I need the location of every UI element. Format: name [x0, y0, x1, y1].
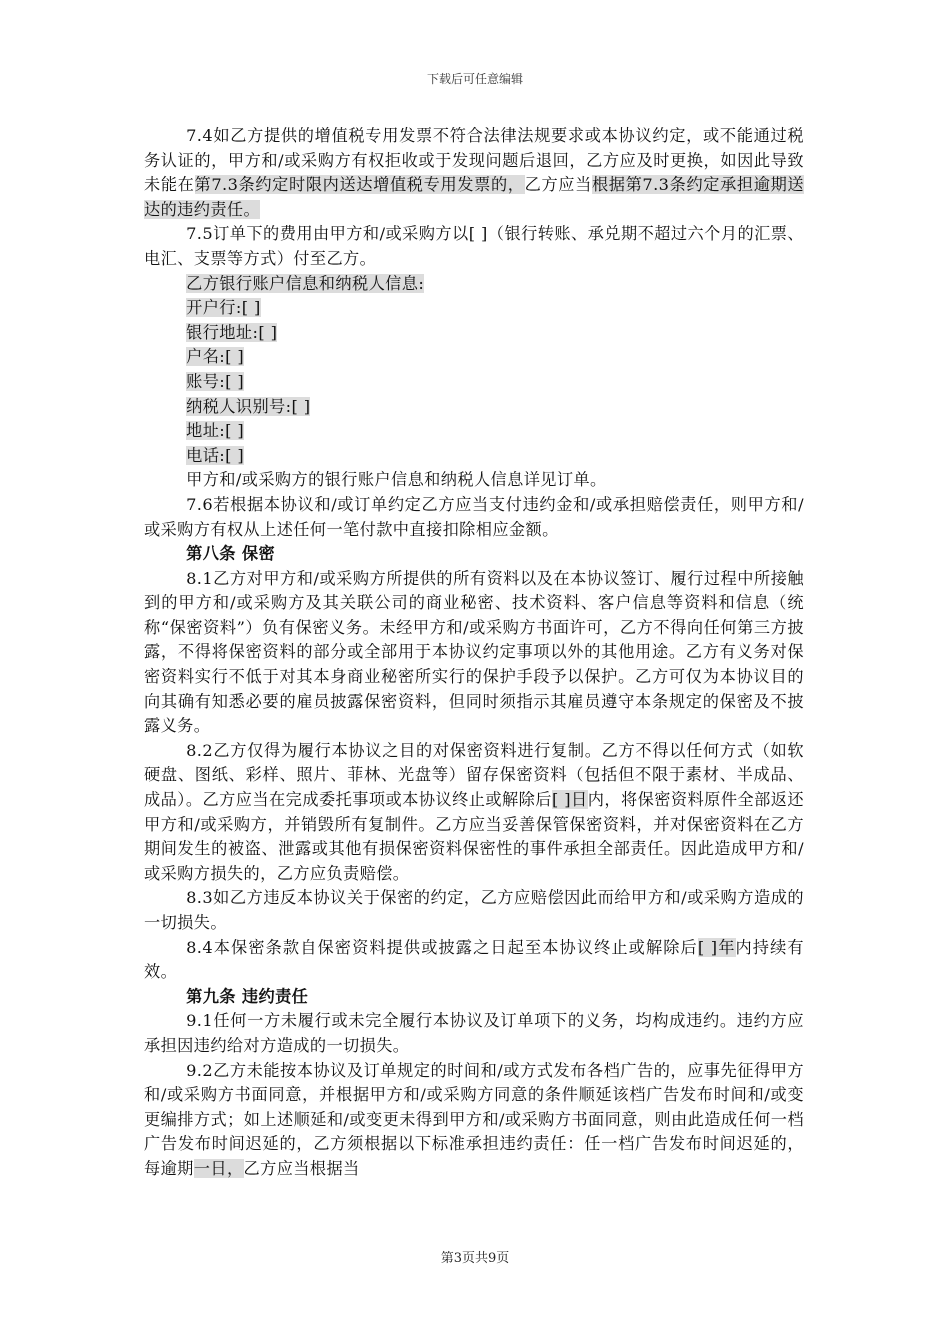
- clause-7-4-highlight-2: 根据第7.3条约定承担逾期送达的违约责任。: [144, 175, 804, 219]
- clause-7-4-highlight-1: 第7.3条约定时限内送达增值税专用发票的，: [194, 175, 525, 195]
- bank-field-phone: 电话:[ ]: [186, 445, 245, 465]
- clause-9-2: [144, 1059, 804, 1182]
- clause-8-2: [144, 739, 804, 887]
- clause-9-1: 9.1任何一方未履行或未完全履行本协议及订单项下的义务，均构成违约。违约方应承担因违约给对方造成的一切损失。: [144, 1011, 804, 1055]
- clause-8-4-highlight: [ ]年: [697, 937, 736, 957]
- bank-field-account-name: 户名:[ ]: [186, 347, 245, 367]
- clause-8-2-highlight: [ ]日: [551, 790, 588, 810]
- bank-field-open-bank: 开户行:[ ]: [186, 298, 261, 318]
- page-number-footer: 第3页共9页: [440, 1251, 510, 1266]
- section-9-heading: 第九条 违约责任: [186, 986, 309, 1006]
- clause-8-4-text-b: 内持续有效。: [144, 937, 804, 982]
- clause-8-4-text-a: 8.4本保密条款自保密资料提供或披露之日起至本协议终止或解除后: [186, 937, 698, 957]
- clause-7-4-text-a: 7.4如乙方提供的增值税专用发票不符合法律法规要求或本协议约定，或不能通过税务认证的，甲方和/或采购方有权拒收或于发现问题后退回，乙方应及时更换，如因此导致未能在: [144, 126, 804, 195]
- clause-9-2-text-b: 乙方应当根据当: [243, 1158, 360, 1178]
- bank-field-account-no: 账号:[ ]: [186, 371, 245, 391]
- clause-8-4: [144, 936, 804, 985]
- clause-7-4-text-b: 乙方应当: [524, 175, 592, 195]
- clause-8-2-text-a: 8.2乙方仅得为履行本协议之目的对保密资料进行复制。乙方不得以任何方式（如软硬盘、图纸、彩样、照片、菲林、光盘等）留存保密资料（包括但不限于素材、半成品、成品）。乙方应当在完成委托事项或本协议终止或解除后: [144, 740, 804, 810]
- section-8-heading: 第八条 保密: [186, 544, 276, 564]
- document-body: [144, 124, 804, 1182]
- clause-7-5: 7.5订单下的费用由甲方和/或采购方以[ ]（银行转账、承兑期不超过六个月的汇票、电汇、支票等方式）付至乙方。: [144, 224, 804, 268]
- clause-8-3: 8.3如乙方违反本协议关于保密的约定，乙方应赔偿因此而给甲方和/或采购方造成的一切损失。: [144, 888, 804, 932]
- header-note: 下载后可任意编辑: [426, 72, 523, 86]
- bank-field-taxpayer-id: 纳税人识别号:[ ]: [186, 396, 311, 416]
- clause-7-4: [144, 124, 804, 222]
- clause-8-2-text-b: 内，将保密资料原件全部返还甲方和/或采购方，并销毁所有复制件。乙方应当妥善保管保密资料，并对保密资料在乙方期间发生的被盗、泄露或其他有损保密资料保密性的事件承担全部责任。因此造成甲方和/或采购方损失的，乙方应负责赔偿。: [144, 790, 804, 883]
- clause-7-6: 7.6若根据本协议和/或订单约定乙方应当支付违约金和/或承担赔偿责任，则甲方和/或采购方有权从上述任何一笔付款中直接扣除相应金额。: [144, 494, 804, 539]
- bank-field-address: 地址:[ ]: [186, 421, 245, 441]
- clause-8-1: 8.1乙方对甲方和/或采购方所提供的所有资料以及在本协议签订、履行过程中所接触到的甲方和/或采购方及其关联公司的商业秘密、技术资料、客户信息等资料和信息（统称“保密资料”）负有保密义务。未经甲方和/或采购方书面许可，乙方不得向任何第三方披露，不得将保密资料的部分或全部用于本协议约定事项以外的其他用途。乙方有义务对保密资料实行不低于对其本身商业秘密所实行的保护手段予以保护。乙方可仅为本协议目的向其确有知悉必要的雇员披露保密资料，但同时须指示其雇员遵守本条规定的保密及不披露义务。: [144, 568, 804, 736]
- buyer-bank-info: 甲方和/或采购方的银行账户信息和纳税人信息详见订单。: [186, 470, 607, 490]
- bank-field-bank-address: 银行地址:[ ]: [186, 322, 278, 342]
- clause-9-2-highlight: 一日，: [193, 1158, 244, 1178]
- bank-info-title: 乙方银行账户信息和纳税人信息:: [186, 273, 425, 293]
- clause-9-2-text-a: 9.2乙方未能按本协议及订单规定的时间和/或方式发布各档广告的，应事先征得甲方和/或采购方书面同意，并根据甲方和/或采购方同意的条件顺延该档广告发布时间和/或变更编排方式；如上述顺延和/或变更未得到甲方和/或采购方书面同意，则由此造成任何一档广告发布时间迟延的，乙方须根据以下标准承担违约责任：任一档广告发布时间迟延的，每逾期: [144, 1060, 804, 1178]
